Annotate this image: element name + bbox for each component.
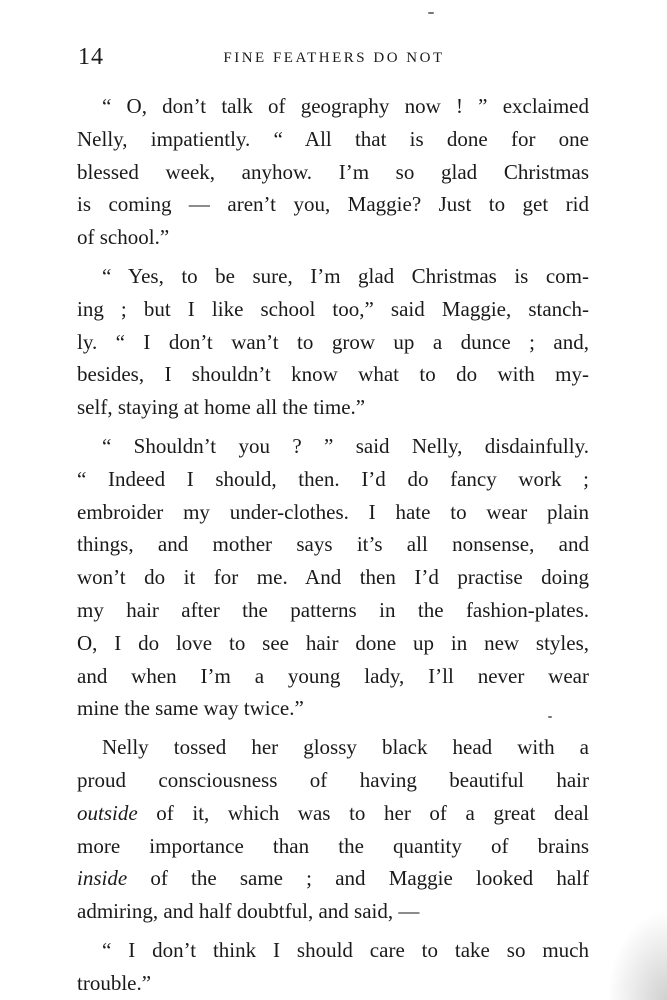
text-line: “ Yes, to be sure, I’m glad Christmas is com- xyxy=(102,263,589,288)
text-line: is coming — aren’t you, Maggie? Just to get rid xyxy=(77,192,589,217)
text-line: of school.” xyxy=(77,225,170,250)
text-line: inside of the same ; and Maggie looked half xyxy=(77,866,589,891)
text-line: O, I do love to see hair done up in new styles, xyxy=(77,630,589,655)
paragraph xyxy=(77,934,589,1000)
text-line: won’t do it for me. And then I’d practise doing xyxy=(77,565,589,590)
page-number: 14 xyxy=(78,44,104,70)
running-head: FINE FEATHERS DO NOT xyxy=(223,50,445,66)
text-line: and when I’m a young lady, I’ll never wear xyxy=(77,663,589,688)
page-edge-smudge xyxy=(607,910,667,1000)
text-line: mine the same way twice.” xyxy=(77,696,304,721)
text-line: more importance than the quantity of brains xyxy=(77,833,589,858)
text-line: proud consciousness of having beautiful hair xyxy=(77,767,589,792)
paragraph xyxy=(77,90,589,254)
text-line: ing ; but I like school too,” said Maggie, stanch- xyxy=(77,296,589,321)
paragraph xyxy=(77,430,589,725)
print-speck xyxy=(428,12,434,14)
italic-word: inside xyxy=(77,866,128,891)
text-line: blessed week, anyhow. I’m so glad Christmas xyxy=(77,159,589,184)
text-line: “ O, don’t talk of geography now ! ” exclaimed xyxy=(102,94,589,118)
text-line: self, staying at home all the time.” xyxy=(77,395,366,420)
text-line: Nelly tossed her glossy black head with a xyxy=(102,735,589,760)
text-line: my hair after the patterns in the fashion-plates. xyxy=(77,597,589,622)
text-line: ly. “ I don’t wan’t to grow up a dunce ; and, xyxy=(77,329,589,354)
text-line: outside of it, which was to her of a great deal xyxy=(77,800,589,825)
paragraph xyxy=(77,260,589,424)
text-line: Nelly, impatiently. “ All that is done for one xyxy=(77,126,589,151)
paragraph xyxy=(77,731,589,928)
page-header xyxy=(78,44,590,74)
print-speck xyxy=(548,716,552,718)
italic-word: outside xyxy=(77,800,138,825)
text-line: admiring, and half doubtful, and said, — xyxy=(77,899,420,924)
body-text xyxy=(77,90,589,1000)
text-line: things, and mother says it’s all nonsense, and xyxy=(77,532,589,557)
text-line: embroider my under-clothes. I hate to wear plain xyxy=(77,499,589,524)
text-line: besides, I shouldn’t know what to do with my- xyxy=(77,362,589,387)
text-line: “ Shouldn’t you ? ” said Nelly, disdainfully. xyxy=(102,433,589,458)
text-line: trouble.” xyxy=(77,970,152,995)
text-line: “ Indeed I should, then. I’d do fancy work ; xyxy=(77,466,589,491)
text-line: “ I don’t think I should care to take so much xyxy=(102,937,589,962)
